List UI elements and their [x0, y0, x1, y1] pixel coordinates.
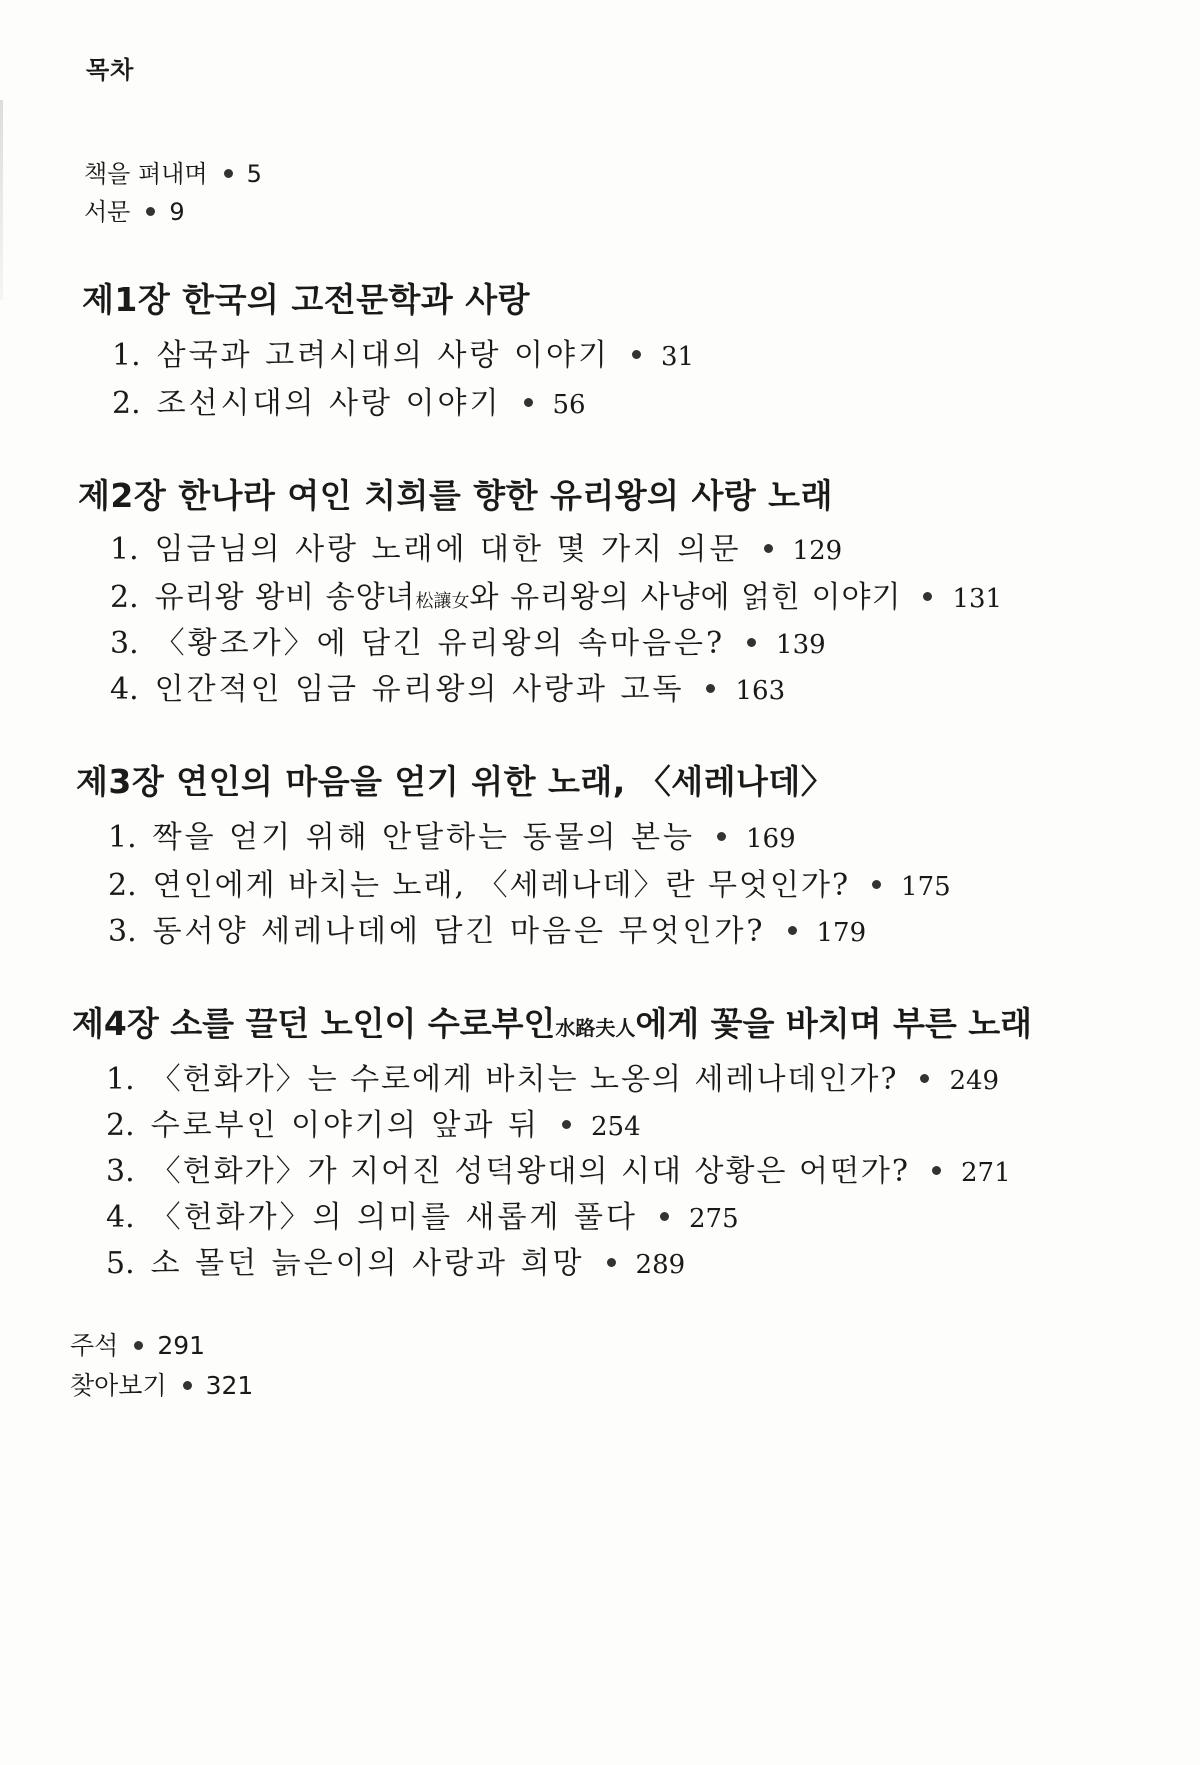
- toc-entry: [108, 860, 951, 904]
- chapter-title-post: 에게 꽃을 바치며 부른 노래: [635, 1004, 1032, 1043]
- entry-number: 2.: [112, 386, 141, 421]
- toc-entry: [106, 1054, 999, 1098]
- entry-page: 139: [776, 630, 826, 660]
- front-matter-label: 책을 펴내며: [84, 160, 208, 188]
- entry-number: 3.: [108, 914, 137, 949]
- front-matter-label: 서문: [84, 198, 131, 226]
- entry-page: 179: [816, 918, 867, 948]
- bullet-icon: [717, 832, 726, 841]
- back-matter-item: [70, 1326, 205, 1362]
- toc-entry: [112, 330, 694, 374]
- bullet-icon: [923, 592, 932, 601]
- entry-page: 56: [552, 390, 586, 420]
- entry-title: 소 몰던 늙은이의 사랑과 희망: [150, 1246, 585, 1281]
- chapter-title: 제1장 한국의 고전문학과 사랑: [82, 280, 530, 319]
- toc-entry: [108, 906, 866, 950]
- entry-title: 동서양 세레나데에 담긴 마음은 무엇인가?: [152, 914, 766, 949]
- entry-page: 131: [952, 584, 1003, 614]
- toc-entry: [110, 618, 826, 662]
- entry-page: 169: [746, 824, 796, 854]
- back-matter-label: 주석: [70, 1331, 119, 1360]
- chapter-title: [72, 998, 1032, 1045]
- toc-entry: [106, 1192, 739, 1236]
- entry-title-post: 와 유리왕의 사냥에 얽힌 이야기: [469, 580, 902, 615]
- bullet-icon: [607, 1258, 616, 1267]
- bullet-icon: [562, 1120, 571, 1129]
- entry-page: 175: [901, 872, 951, 902]
- entry-number: 2.: [110, 580, 139, 615]
- toc-entry: [110, 664, 785, 708]
- entry-title: 〈헌화가〉의 의미를 새롭게 풀다: [150, 1200, 638, 1235]
- entry-title: 인간적인 임금 유리왕의 사랑과 고독: [154, 672, 685, 707]
- entry-title: 짝을 얻기 위해 안달하는 동물의 본능: [152, 820, 696, 855]
- entry-number: 2.: [106, 1108, 135, 1143]
- entry-page: 289: [635, 1250, 686, 1280]
- chapter-title: 제3장 연인의 마음을 얻기 위한 노래, 〈세레나데〉: [76, 762, 835, 801]
- entry-page: 163: [735, 676, 786, 706]
- entry-number: 4.: [110, 672, 139, 707]
- bullet-icon: [134, 1341, 143, 1350]
- chapter-title-hanja: 水路夫人: [555, 1016, 636, 1040]
- bullet-icon: [632, 350, 641, 359]
- bullet-icon: [920, 1074, 929, 1083]
- bullet-icon: [764, 544, 773, 553]
- entry-title: 임금님의 사랑 노래에 대한 몇 가지 의문: [154, 532, 742, 567]
- entry-page: 129: [792, 536, 843, 566]
- entry-number: 3.: [106, 1154, 135, 1189]
- toc-entry: [108, 812, 796, 856]
- entry-number: 1.: [108, 820, 137, 855]
- entry-number: 4.: [106, 1200, 135, 1235]
- bullet-icon: [660, 1212, 669, 1221]
- entry-page: 31: [660, 342, 695, 372]
- entry-page: 249: [949, 1066, 1000, 1096]
- toc-entry: [106, 1100, 641, 1144]
- entry-number: 3.: [110, 626, 139, 661]
- entry-title: 연인에게 바치는 노래, 〈세레나데〉란 무엇인가?: [152, 868, 851, 903]
- entry-hanja: 松讓女: [415, 591, 470, 612]
- entry-title: 〈황조가〉에 담긴 유리왕의 속마음은?: [154, 626, 726, 661]
- toc-entry: [106, 1238, 685, 1282]
- bullet-icon: [872, 880, 881, 889]
- entry-page: 275: [689, 1204, 739, 1234]
- bullet-icon: [706, 684, 715, 693]
- bullet-icon: [788, 926, 797, 935]
- bullet-icon: [224, 169, 233, 178]
- bullet-icon: [524, 398, 533, 407]
- entry-number: 2.: [108, 868, 137, 903]
- bullet-icon: [747, 638, 756, 647]
- bullet-icon: [183, 1381, 192, 1390]
- entry-number: 1.: [106, 1062, 135, 1097]
- entry-number: 1.: [112, 338, 141, 373]
- chapter-title: 제2장 한나라 여인 치희를 향한 유리왕의 사랑 노래: [78, 476, 833, 515]
- front-matter-page: 5: [246, 160, 262, 188]
- toc-entry: [110, 572, 1002, 616]
- entry-title: 수로부인 이야기의 앞과 뒤: [150, 1108, 541, 1143]
- bullet-icon: [932, 1166, 941, 1175]
- entry-title: 조선시대의 사랑 이야기: [156, 386, 502, 421]
- toc-entry: [106, 1146, 1011, 1190]
- back-matter-item: [70, 1366, 253, 1402]
- entry-number: 1.: [110, 532, 139, 567]
- entry-number: 5.: [106, 1246, 135, 1281]
- entry-page: 254: [591, 1112, 641, 1142]
- entry-title: 〈헌화가〉는 수로에게 바치는 노옹의 세레나데인가?: [150, 1062, 899, 1097]
- entry-title-pre: 유리왕 왕비 송양녀: [154, 580, 416, 615]
- chapter-title-pre: 제4장 소를 끌던 노인이 수로부인: [72, 1004, 556, 1043]
- entry-title: 삼국과 고려시대의 사랑 이야기: [156, 338, 610, 373]
- bullet-icon: [146, 207, 155, 216]
- back-matter-label: 찾아보기: [70, 1371, 167, 1400]
- back-matter-page: 291: [157, 1331, 206, 1360]
- page-edge-mark: [0, 100, 3, 300]
- back-matter-page: 321: [205, 1371, 254, 1400]
- toc-entry: [112, 378, 586, 422]
- toc-entry: [110, 524, 842, 568]
- front-matter-page: 9: [169, 198, 185, 226]
- front-matter-item: [84, 154, 262, 189]
- entry-title: 〈헌화가〉가 지어진 성덕왕대의 시대 상황은 어떤가?: [150, 1154, 910, 1189]
- entry-page: 271: [961, 1158, 1011, 1188]
- front-matter-item: [84, 192, 185, 227]
- page-header: 목차: [86, 56, 135, 84]
